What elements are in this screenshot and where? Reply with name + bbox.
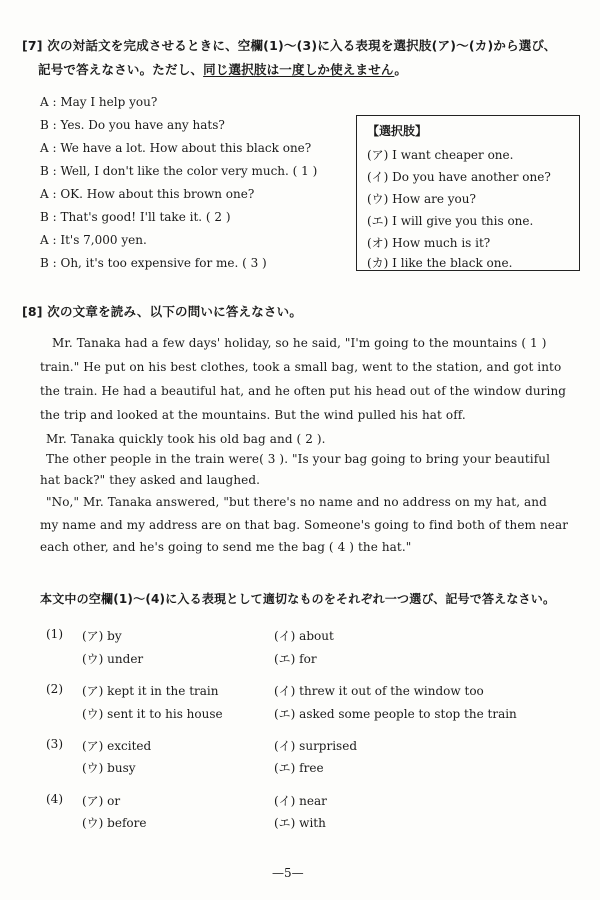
- option: (エ) for: [274, 652, 317, 666]
- option: (エ) with: [274, 816, 326, 830]
- section8-heading: [8] 次の文章を読み、以下の問いに答えなさい。: [22, 304, 303, 319]
- passage-line: the train. He had a beautiful hat, and he often put his head out of the window during: [40, 384, 567, 398]
- section7-heading-underlined: 同じ選択肢は一度しか使えません: [203, 62, 395, 77]
- section7-heading-line1: [7] 次の対話文を完成させるときに、空欄(1)〜(3)に入る表現を選択肢(ア)〜(カ)から選び、: [22, 38, 557, 53]
- choices-box: [356, 115, 580, 271]
- option: (エ) free: [274, 761, 324, 775]
- dialogue-line: A : It's 7,000 yen.: [40, 233, 147, 247]
- dialogue-line: B : Oh, it's too expensive for me. ( 3 ): [40, 256, 267, 270]
- passage-line: the trip and looked at the mountains. But the wind pulled his hat off.: [40, 408, 466, 422]
- section7-heading-text: 記号で答えなさい。ただし、: [38, 62, 204, 77]
- passage-line: my name and my address are on that bag. Someone's going to find both of them near: [40, 518, 569, 532]
- dialogue-line: B : Well, I don't like the color very much. ( 1 ): [40, 164, 318, 178]
- choice-item: (イ) Do you have another one?: [367, 170, 551, 184]
- passage-line: each other, and he's going to send me the bag ( 4 ) the hat.": [40, 540, 412, 554]
- item-number: (4): [46, 792, 63, 806]
- choice-item: (ウ) How are you?: [367, 192, 476, 206]
- dialogue-line: A : We have a lot. How about this black one?: [40, 141, 312, 155]
- option: (ア) kept it in the train: [82, 684, 219, 698]
- option: (ア) excited: [82, 739, 152, 753]
- item-number: (2): [46, 682, 63, 696]
- dialogue-line: A : May I help you?: [40, 95, 158, 109]
- dialogue-line: B : That's good! I'll take it. ( 2 ): [40, 210, 231, 224]
- option: (ア) or: [82, 794, 121, 808]
- option: (ア) by: [82, 629, 122, 643]
- item-number: (1): [46, 627, 63, 641]
- option: (イ) surprised: [274, 739, 357, 753]
- choices-title: 【選択肢】: [367, 124, 428, 138]
- choice-item: (オ) How much is it?: [367, 236, 491, 250]
- option: (イ) about: [274, 629, 334, 643]
- dialogue-line: A : OK. How about this brown one?: [40, 187, 255, 201]
- item-number: (3): [46, 737, 63, 751]
- option: (ウ) before: [82, 816, 147, 830]
- page-number: —5—: [272, 866, 304, 880]
- choice-item: (ア) I want cheaper one.: [367, 148, 514, 162]
- passage-line: train." He put on his best clothes, took a small bag, went to the station, and got into: [40, 360, 562, 374]
- choice-item: (エ) I will give you this one.: [367, 214, 534, 228]
- option: (エ) asked some people to stop the train: [274, 707, 517, 721]
- option: (ウ) sent it to his house: [82, 707, 223, 721]
- section7-heading-line2: [38, 60, 407, 78]
- passage-line: Mr. Tanaka had a few days' holiday, so he said, "I'm going to the mountains ( 1 ): [52, 336, 547, 350]
- choice-item: (カ) I like the black one.: [367, 256, 513, 270]
- passage-line: The other people in the train were( 3 ). "Is your bag going to bring your beautiful: [46, 452, 551, 466]
- passage-line: Mr. Tanaka quickly took his old bag and ( 2 ).: [46, 432, 326, 446]
- option: (ウ) under: [82, 652, 144, 666]
- dialogue-line: B : Yes. Do you have any hats?: [40, 118, 225, 132]
- option: (ウ) busy: [82, 761, 136, 775]
- section8-question: 本文中の空欄(1)〜(4)に入る表現として適切なものをそれぞれ一つ選び、記号で答えなさい。: [40, 592, 556, 606]
- section7-heading-suffix: 。: [394, 62, 408, 77]
- passage-line: hat back?" they asked and laughed.: [40, 473, 261, 487]
- passage-line: "No," Mr. Tanaka answered, "but there's no name and no address on my hat, and: [46, 495, 547, 509]
- option: (イ) near: [274, 794, 327, 808]
- option: (イ) threw it out of the window too: [274, 684, 484, 698]
